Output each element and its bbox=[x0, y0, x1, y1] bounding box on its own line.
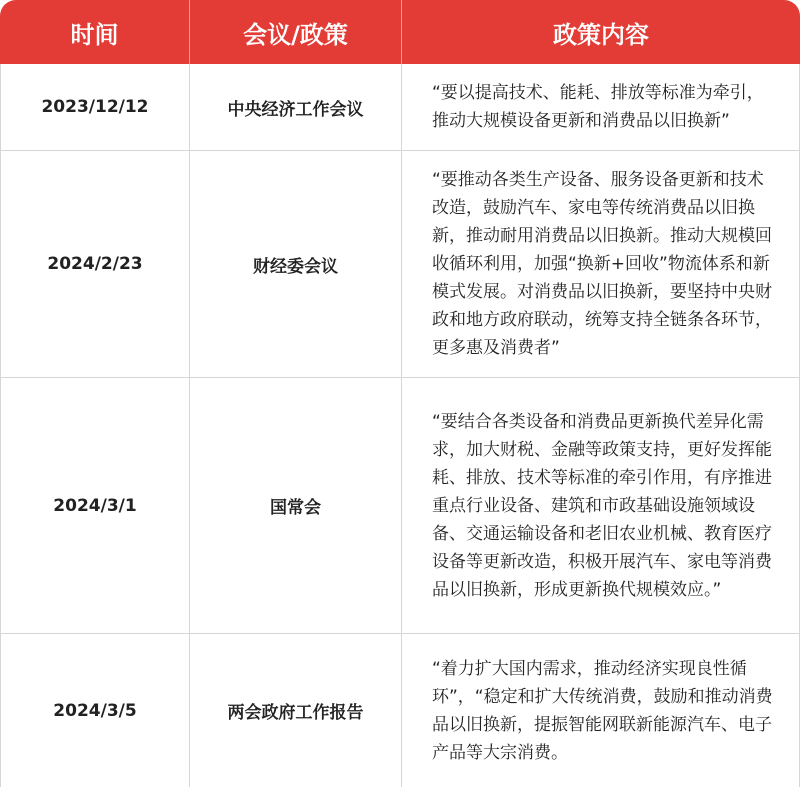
header-content: 政策内容 bbox=[553, 20, 649, 49]
row-content-text: “要结合各类设备和消费品更新换代差异化需求，加大财税、金融等政策支持，更好发挥能耗、排放、技术等标准的牵引作用，有序推进重点行业设备、建筑和市政基础设施领域设备、交通运输设备和老旧农业机械、教育医疗设备等更新改造，积极开展汽车、家电等消费品以旧换新，形成更新换代规模效应。” bbox=[432, 411, 772, 600]
row-content bbox=[402, 634, 799, 787]
row-content-text: “要以提高技术、能耗、排放等标准为牵引，推动大规模设备更新和消费品以旧换新” bbox=[432, 83, 764, 131]
table-row bbox=[1, 378, 799, 634]
row-content bbox=[402, 378, 799, 633]
row-meeting: 中央经济工作会议 bbox=[190, 64, 402, 150]
row-content bbox=[402, 64, 799, 150]
header-time: 时间 bbox=[0, 0, 190, 64]
row-content-text: “要推动各类生产设备、服务设备更新和技术改造，鼓励汽车、家电等传统消费品以旧换新，推动耐用消费品以旧换新。推动大规模回收循环利用，加强“换新+回收”物流体系和新模式发展。对消费品以旧换新，要坚持中央财政和地方政府联动，统筹支持全链条各环节，更多惠及消费者” bbox=[432, 170, 772, 358]
table-body bbox=[0, 64, 800, 787]
header-meeting: 会议/政策 bbox=[190, 0, 402, 64]
row-date: 2024/2/23 bbox=[1, 151, 190, 377]
table-row bbox=[1, 634, 799, 787]
row-meeting: 财经委会议 bbox=[190, 151, 402, 377]
row-meeting: 两会政府工作报告 bbox=[190, 634, 402, 787]
table-row bbox=[1, 151, 799, 378]
row-date: 2024/3/5 bbox=[1, 634, 190, 787]
row-content bbox=[402, 151, 799, 377]
row-meeting: 国常会 bbox=[190, 378, 402, 633]
row-content-text: “着力扩大国内需求，推动经济实现良性循环”，“稳定和扩大传统消费，鼓励和推动消费品以旧换新，提振智能网联新能源汽车、电子产品等大宗消费。 bbox=[432, 658, 773, 763]
row-date: 2023/12/12 bbox=[1, 64, 190, 150]
table-header bbox=[0, 0, 800, 64]
table-row bbox=[1, 64, 799, 151]
row-date: 2024/3/1 bbox=[1, 378, 190, 633]
